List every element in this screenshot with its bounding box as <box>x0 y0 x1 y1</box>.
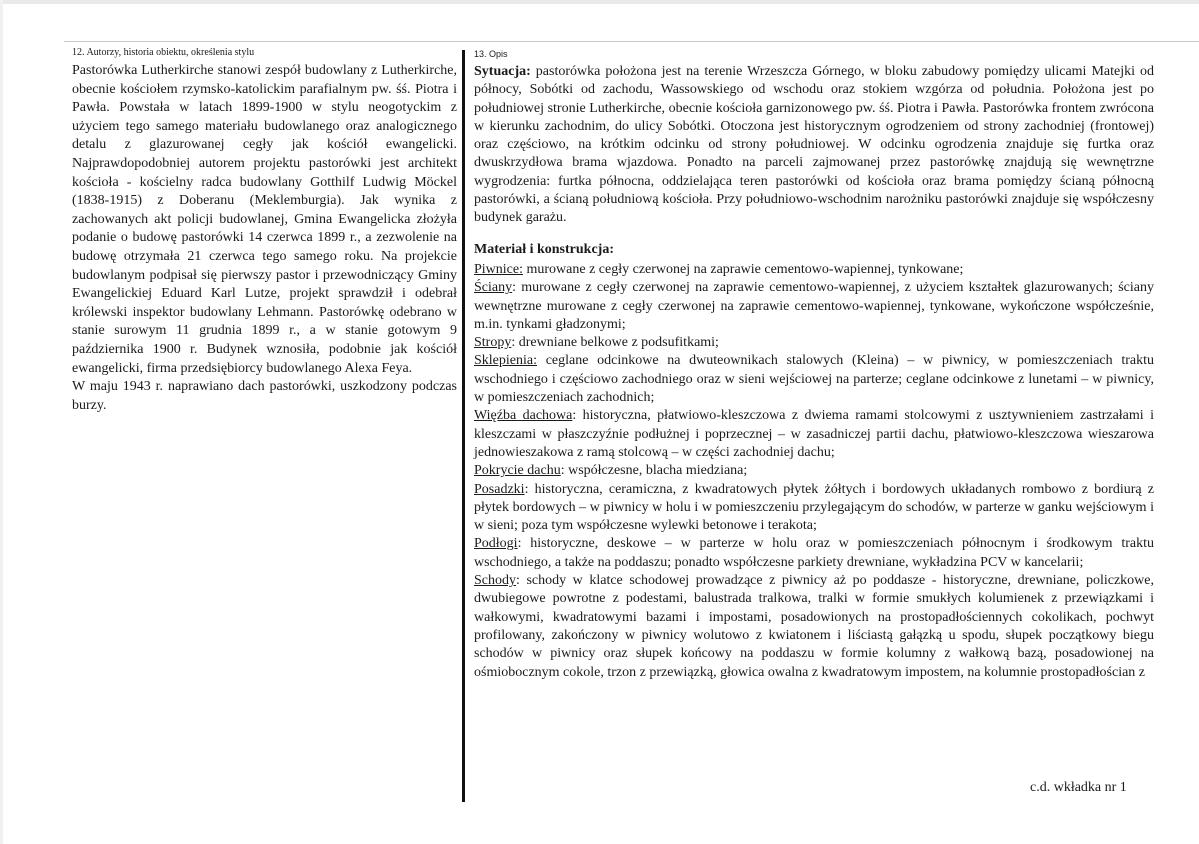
situation-label: Sytuacja: <box>474 64 531 79</box>
material-text: : murowane z cegły czerwonej na zaprawie cementowo-wapiennej, z użyciem kształtek glazurowanych; ściany wewnętrzne murowane z cegły czerwonej na zaprawie cementowo-wapiennej, tynkowane, wykończone współcześnie, m.in. tynkami gładzonymi; <box>474 280 1154 332</box>
description-section-header: 13. Opis <box>474 49 508 59</box>
continuation-note: c.d. wkładka nr 1 <box>1030 780 1127 795</box>
material-text: ceglane odcinkowe na dwuteownikach stalowych (Kleina) – w piwnicy, w pomieszczeniach traktu wschodniego i częściowo zachodniego oraz w sieni wejściowej na parterze; ceglane odcinkowe z lunetami – w piwnicy, w pomieszczeniach zachodnich; <box>474 353 1154 406</box>
material-label: Posadzki <box>474 481 525 497</box>
material-item <box>474 572 1154 682</box>
material-label: Sklepienia: <box>474 353 537 369</box>
material-item <box>474 334 1154 352</box>
scan-edge-left <box>0 0 3 844</box>
material-label: Piwnice: <box>474 261 523 277</box>
material-item <box>474 535 1154 572</box>
material-item <box>474 279 1154 334</box>
material-text: : historyczne, deskowe – w parterze w holu oraz w pomieszczeniach północnym i środkowym traktu wschodniego, a także na poddaszu; ponadto współczesne parkiety drewniane, wykładzina PCV w kancelarii; <box>474 536 1154 570</box>
material-item <box>474 261 1154 279</box>
history-paragraph: W maju 1943 r. naprawiano dach pastorówki, uszkodzony podczas burzy. <box>72 379 457 413</box>
material-label: Schody <box>474 573 516 589</box>
form-top-rule <box>64 41 1199 42</box>
situation-paragraph <box>474 63 1154 228</box>
material-item <box>474 352 1154 407</box>
scan-edge <box>0 0 1199 4</box>
material-item <box>474 462 1154 480</box>
situation-text: pastorówka położona jest na terenie Wrzeszcza Górnego, w bloku zabudowy pomiędzy ulicami Matejki od północy, Sobótki od zachodu, Wassowskiego od wschodu oraz stokiem wzgórza od południa. Położona jest po południowej stronie Lutherkirche, obecnie kościoła garnizonowego pw. śś. Piotra i Pawła. Pastorówka frontem zwrócona w kierunku zachodnim, do ulicy Sobótki. Otoczona jest historycznym ogrodzeniem od strony zachodniej (frontowej) oraz częściowo, na krótkim odcinku od strony południowej. W odcinku ogrodzenia znajduje się furtka oraz dwuskrzydłowa brama wjazdowa. Ponadto na parceli zajmowanej przez pastorówkę znajdują się wewnętrzne wygrodzenia: furtka północna, oddzielająca teren pastorówki od kościoła oraz brama pomiędzy ścianą północną pastorówki, a ścianą południową kościoła. Przy południowo-wschodnim narożniku pastorówki znajduje się współczesny budynek garażu. <box>474 64 1154 226</box>
material-text: murowane z cegły czerwonej na zaprawie cementowo-wapiennej, tynkowane; <box>523 261 964 277</box>
material-label: Ściany <box>474 280 513 296</box>
material-text: : historyczna, płatwiowo-kleszczowa z dwiema ramami stolcowymi z usztywnieniem zastrzałami i kleszczami w płaszczyźnie podłużnej i poprzecznej – w zasadniczej partii dachu, płatwiowo-kleszczowa wieszarowa jednowieszakowa z ramą stolcową – w części zachodniej dachu; <box>474 408 1154 460</box>
material-text: : współczesne, blacha miedziana; <box>560 463 748 479</box>
column-divider <box>462 50 465 802</box>
description-section <box>474 48 1154 682</box>
materials-heading: Materiał i konstrukcja: <box>474 241 614 257</box>
material-label: Więźba dachowa <box>474 408 573 424</box>
material-label: Podłogi <box>474 536 518 552</box>
material-item <box>474 407 1154 462</box>
material-text: : drewniane belkowe z podsufitkami; <box>511 335 719 351</box>
material-label: Pokrycie dachu <box>474 463 561 479</box>
history-paragraph: Pastorówka Lutherkirche stanowi zespół budowlany z Lutherkirche, obecnie kościołem rzymsko-katolickim parafialnym pw. śś. Piotra i Pawła. Powstała w latach 1899-1900 w stylu neogotyckim z użyciem tego samego materiału budowlanego oraz analogicznego detalu z glazurowanej cegły jak kościół ewangelicki. Najprawdopodobniej autorem projektu pastorówki jest architekt kościoła - kościelny radca budowlany Gotthilf Ludwig Möckel (1838-1915) z Doberanu (Meklemburgia). Jak wynika z zachowanych akt policji budowlanej, Gmina Ewangelicka złożyła podanie o budowę pastorówki 14 czerwca 1899 r., a zezwolenie na budowę otrzymała 21 czerwca tego samego roku. Na projekcie budowlanym podpisał się pierwszy pastor i przewodniczący Gminy Ewangelickiej Eduard Karl Lutze, projekt sprawdził i odebrał królewski inspektor budowlany Lehmann. Pastorówkę odebrano w stanie surowym 11 grudnia 1899 r., a w stanie gotowym 9 października 1900 r. Budynek wznosiła, podobnie jak kościół ewangelicki, firma przedsiębiorcy budowlanego Alexa Feya. <box>72 63 457 376</box>
material-label: Stropy <box>474 335 512 351</box>
history-section-header: 12. Autorzy, historia obiektu, określenia stylu <box>72 47 255 58</box>
history-section <box>72 47 457 415</box>
material-text: : historyczna, ceramiczna, z kwadratowych płytek żółtych i bordowych układanych rombowo z bordiurą z płytek bordowych – w piwnicy w holu i w pomieszczeniu przylegającym do schodów, w parterze w ganku wejściowym i w sieni; poza tym współczesne wylewki betonowe i terakota; <box>474 481 1154 534</box>
material-item <box>474 481 1154 536</box>
material-text: : schody w klatce schodowej prowadzące z piwnicy aż po poddasze - historyczne, drewniane, policzkowe, dwubiegowe powrotne z podestami, balustrada tralkowa, tralki w formie smukłych kolumienek z przewiązkami i wałkowymi, kwadratowymi bazami i impostami, posadowionych na prostopadłościennych cokolikach, pochwyt profilowany, zakończony w piwnicy wolutowo z kwiatonem i liściastą gałązką u spodu, słupek początkowy biegu schodów w piwnicy oraz słupek końcowy na poddaszu w formie kolumny z wałkową bazą, posadowionej na ośmiobocznym cokole, trzon z przewiązką, głowica owalna z kwadratowym impostem, na kolumnie prostopadłościan z <box>474 573 1154 680</box>
